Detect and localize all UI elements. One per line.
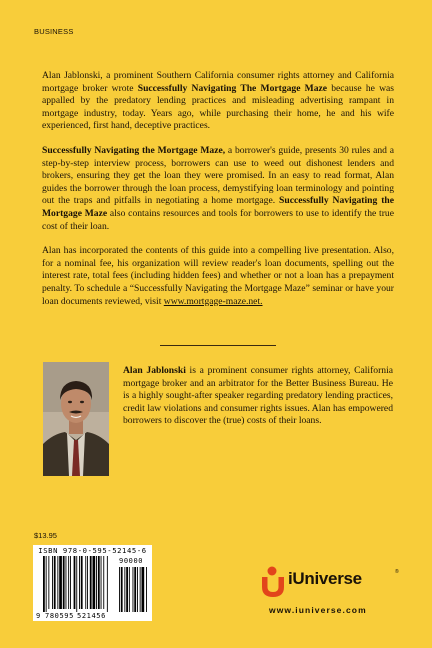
text-span: a borrower's guide, presents 30 rules and a step-by-step interview process, borrowers can use to weed out dishonest lenders and brokers, ensuring they get the loan they were promised. In an easy to read format, Alan guides the borrower through the loan process, demystifying loan terminology and pointing out the traps and pitfalls in negotiating a home mortgage. — [42, 144, 394, 207]
barcode-bar — [70, 556, 71, 609]
text-span: Alan Jablonski, a prominent Southern California consumer rights attorney and California mortgage broker wrote — [42, 70, 394, 94]
barcode-bar — [98, 556, 100, 609]
book-title-bold: Successfully Navigating the Mortgage Maze, — [42, 144, 226, 156]
barcode-bar — [43, 556, 45, 612]
publisher-url[interactable]: www.iuniverse.com — [269, 605, 367, 615]
addon-bar — [124, 567, 125, 612]
paragraph-1 — [42, 70, 394, 133]
addon-bar — [137, 567, 138, 612]
category-label: BUSINESS — [34, 27, 74, 36]
description — [42, 70, 394, 308]
addon-bar — [129, 567, 130, 612]
ean-right-digits: 521456 — [77, 612, 106, 620]
barcode-bar — [57, 556, 58, 609]
book-title-bold: Successfully Navigating The Mortgage Maze — [137, 82, 328, 94]
author-name: Alan Jablonski — [123, 365, 186, 376]
barcode-bars — [33, 545, 152, 621]
barcode-bar — [107, 556, 108, 612]
website-link[interactable]: www.mortgage-maze.net. — [163, 295, 263, 307]
barcode-bar — [54, 556, 56, 609]
text-span: because he was appalled by the predatory lending practices and misleading advertising rampant in mortgage industry, today. Years ago, while purchasing their home, he and his wife experienced, first hand, deceptive practices. — [42, 82, 394, 132]
iuniverse-logo-icon — [258, 565, 288, 599]
barcode-bar — [96, 556, 97, 609]
barcode-bar — [68, 556, 69, 609]
ean-lead-digit: 9 — [36, 612, 41, 620]
barcode-bar — [46, 556, 47, 612]
barcode-bar — [76, 556, 77, 612]
addon-bar — [121, 567, 123, 612]
registered-mark: ® — [395, 569, 399, 575]
addon-bar — [119, 567, 120, 612]
barcode — [33, 545, 152, 621]
barcode-bar — [52, 556, 53, 609]
addon-bar — [134, 567, 136, 612]
barcode-bar — [85, 556, 86, 609]
barcode-bar — [101, 556, 102, 609]
publisher-name: iUniverse — [288, 569, 362, 588]
barcode-bar — [93, 556, 96, 609]
divider — [160, 345, 276, 346]
addon-bar — [146, 567, 147, 612]
isbn-text: ISBN 978-0-595-52145-6 — [38, 546, 147, 555]
barcode-bar — [90, 556, 92, 609]
ean-left-digits: 780595 — [45, 612, 74, 620]
barcode-bar — [87, 556, 88, 609]
barcode-bar — [63, 556, 65, 609]
barcode-bar — [48, 556, 49, 609]
addon-bar — [140, 567, 141, 612]
addon-digits: 90000 — [119, 557, 144, 565]
barcode-bar — [74, 556, 76, 609]
barcode-bar — [79, 556, 80, 609]
text-span: Alan has incorporated the contents of this guide into a compelling live presentation. Also, for a nominal fee, his organization will review reader's loan documents, spelling out the interest rate, total fees (including hidden fees) and whether or not a loan has a prepayment penalty. To schedule a “Successfully Navigating the Mortgage Maze” seminar or have your loan documents reviewed, visit — [42, 245, 394, 307]
author-bio — [123, 365, 393, 428]
barcode-bar — [66, 556, 67, 609]
addon-bar — [133, 567, 134, 612]
author-bio-text: is a prominent consumer rights attorney, California mortgage broker and an arbitrator for the Better Business Bureau. He is a highly sought-after speaker regarding predatory lending practices, credit law violations and consumer rights issues. Alan has empowered borrowers to discover the (true) costs of their loans. — [123, 365, 393, 427]
barcode-bar — [59, 556, 62, 609]
barcode-bar — [81, 556, 83, 609]
book-title-bold: Successfully Navigating the Mortgage Maze — [42, 195, 394, 219]
paragraph-3 — [42, 245, 394, 308]
barcode-bar — [103, 556, 104, 609]
paragraph-2 — [42, 145, 394, 233]
author-photo — [43, 362, 109, 476]
text-span: also contains resources and tools for borrowers to use to identify the true cost of their loan. — [42, 207, 394, 232]
addon-bar — [142, 567, 145, 612]
price: $13.95 — [34, 531, 57, 540]
publisher-logo — [258, 565, 398, 625]
addon-bar — [126, 567, 128, 612]
